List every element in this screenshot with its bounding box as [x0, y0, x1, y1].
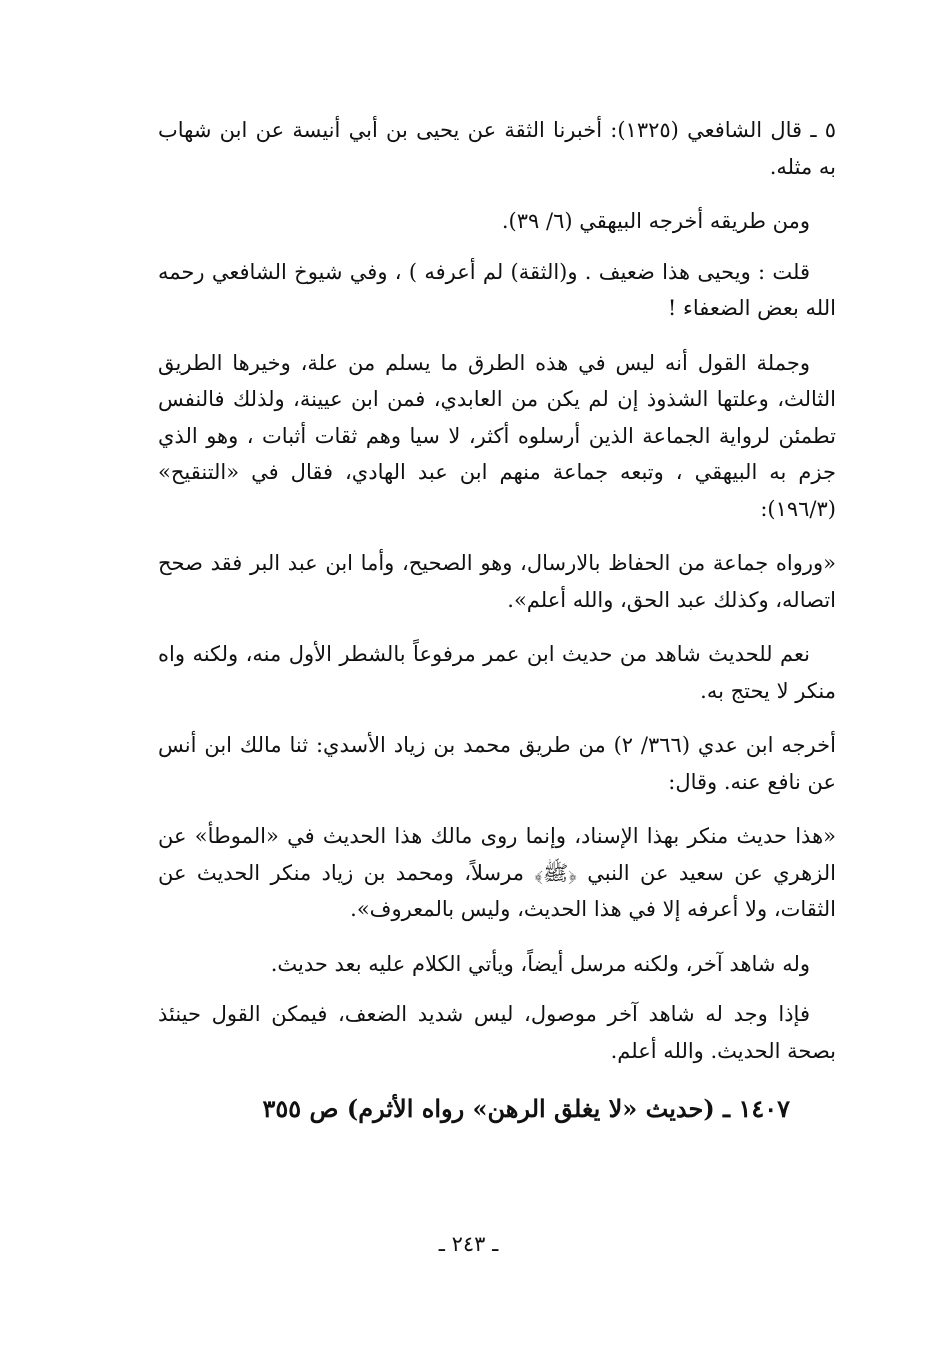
paragraph-ibn-adi-source: أخرجه ابن عدي (٣٦٦/ ٢) من طريق محمد بن زياد الأسدي: ثنا مالك ابن أنس عن نافع عنه. وقال: — [158, 733, 836, 794]
page-body — [158, 112, 836, 1127]
paragraph-mursal-witness: وله شاهد آخر، ولكنه مرسل أيضاً، ويأتي الكلام عليه بعد حديث. — [270, 951, 810, 976]
paragraph-yahya-weak: قلت : ويحيى هذا ضعيف . و(الثقة) لم أعرفه ) ، وفي شيوخ الشافعي رحمه الله بعض الضعفاء ! — [158, 259, 836, 320]
paragraph-bayhaqi-source: ومن طريقه أخرجه البيهقي (٦/ ٣٩). — [501, 209, 810, 233]
paragraph-shafii-narration: ٥ ـ قال الشافعي (١٣٢٥): أخبرنا الثقة عن يحيى بن أبي أنيسة عن ابن شهاب به مثله. — [158, 118, 837, 179]
paragraph-quote-huffaz: «ورواه جماعة من الحفاظ بالارسال، وهو الصحيح، وأما ابن عبد البر فقد صحح اتصاله، وكذلك عبد الحق، والله أعلم». — [158, 551, 836, 612]
hadith-heading: ١٤٠٧ ـ (حديث «لا يغلق الرهن» رواه الأثرم) ص ٣٥٥ — [262, 1094, 790, 1123]
paragraph-ibn-umar-witness: نعم للحديث شاهد من حديث ابن عمر مرفوعاً بالشطر الأول منه، ولكنه واه منكر لا يحتج به. — [158, 642, 836, 703]
paragraph-quote-munkar: «هذا حديث منكر بهذا الإسناد، وإنما روى مالك هذا الحديث في «الموطأ» عن الزهري عن سعيد عن النبي ﴿ﷺ﴾ مرسلاً، ومحمد بن زياد منكر الحديث عن الثقات، ولا أعرفه إلا في هذا الحديث، وليس بالمعروف». — [158, 824, 836, 921]
page-number: ـ ٢٤٣ ـ — [438, 1232, 499, 1256]
paragraph-summary: وجملة القول أنه ليس في هذه الطرق ما يسلم من علة، وخيرها الطريق الثالث، وعلتها الشذوذ إن لم يكن من العابدي، فمن ابن عيينة، ولذلك فالنفس تطمئن لرواية الجماعة الذين أرسلوه أكثر، لا سيا وهم ثقات أثبات ، وهو الذي جزم به البيهقي ، وتبعه جماعة منهم ابن عبد الهادي، فقال في «التنقيح» (١٩٦/٣): — [158, 350, 836, 521]
paragraph-conclusion: فإذا وجد له شاهد آخر موصول، ليس شديد الضعف، فيمكن القول حينئذ بصحة الحديث. والله أعلم. — [158, 1002, 836, 1063]
